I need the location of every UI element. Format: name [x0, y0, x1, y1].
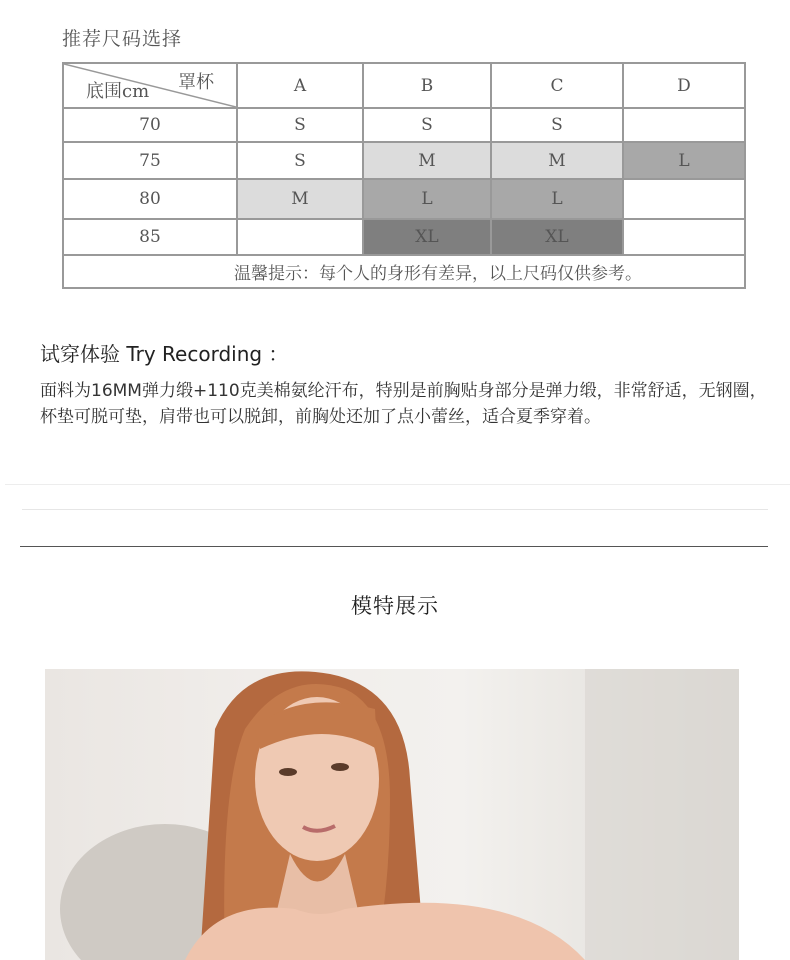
size-cell: M [363, 142, 491, 179]
size-cell: L [491, 179, 623, 219]
trial-description: 面料为16MM弹力缎+110克美棉氨纶汗布，特别是前胸贴身部分是弹力缎，非常舒适，无钢圈，杯垫可脱可垫，肩带也可以脱卸，前胸处还加了点小蕾丝，适合夏季穿着。 [40, 381, 767, 427]
table-row [63, 142, 745, 179]
base-size-cell: 85 [63, 219, 237, 255]
diagonal-header-cell [63, 63, 237, 108]
cup-header-c: C [491, 63, 623, 108]
cup-header-a: A [237, 63, 363, 108]
size-cell: M [237, 179, 363, 219]
size-section-title: 推荐尺码选择 [62, 28, 183, 50]
base-size-cell: 70 [63, 108, 237, 142]
cup-header-b: B [363, 63, 491, 108]
size-cell [237, 219, 363, 255]
size-cell: S [363, 108, 491, 142]
table-row [63, 219, 745, 255]
size-cell: XL [491, 219, 623, 255]
base-label: 底围cm [86, 81, 150, 102]
size-cell: S [237, 108, 363, 142]
size-chart-table [62, 62, 746, 289]
divider [5, 484, 790, 485]
size-cell: L [623, 142, 745, 179]
size-cell: L [363, 179, 491, 219]
cup-header-d: D [623, 63, 745, 108]
table-note-row [63, 255, 745, 288]
table-row [63, 108, 745, 142]
base-size-cell: 75 [63, 142, 237, 179]
model-photo-illustration [45, 669, 739, 960]
table-header-row [63, 63, 745, 108]
trial-title: 试穿体验 Try Recording ： [40, 342, 289, 366]
size-cell: S [491, 108, 623, 142]
size-cell [623, 219, 745, 255]
size-cell: S [237, 142, 363, 179]
model-section-title: 模特展示 [351, 594, 439, 618]
size-cell [623, 108, 745, 142]
size-note: 温馨提示：每个人的身形有差异，以上尺码仅供参考。 [63, 255, 745, 288]
size-cell: M [491, 142, 623, 179]
size-cell: XL [363, 219, 491, 255]
table-row [63, 179, 745, 219]
size-cell [623, 179, 745, 219]
divider [20, 546, 768, 547]
base-size-cell: 80 [63, 179, 237, 219]
divider [22, 509, 768, 510]
cup-label: 罩杯 [178, 72, 214, 93]
model-photo [45, 669, 739, 960]
